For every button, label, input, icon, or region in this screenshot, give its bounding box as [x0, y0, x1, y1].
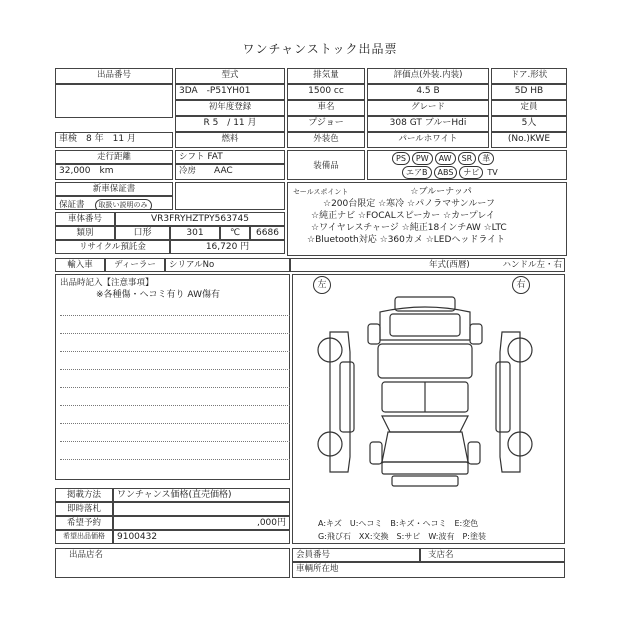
doors-label: ドア.形状: [491, 68, 567, 84]
first-reg-value: R 5 / 11 月: [175, 116, 285, 132]
starting-label: 希望出品価格: [55, 530, 113, 544]
notes-header: 出品時記入【注意事項】: [60, 278, 154, 288]
grade-value: 308 GT ブルーHdi: [367, 116, 489, 132]
selling-point-3: ☆純正ナビ ☆FOCALスピーカー ☆カープレイ: [311, 211, 495, 221]
shift-value: FAT: [207, 152, 223, 162]
equipment-list: [367, 150, 567, 180]
selling-points: [287, 182, 567, 256]
location-label: 車輌所在地: [292, 562, 565, 578]
aircon-label: 冷房: [179, 166, 197, 176]
selling-point-1: ☆ブルーナッパ: [410, 187, 472, 197]
selling-point-4: ☆ワイヤレスチャージ ☆純正18インチAW ☆LTC: [311, 223, 507, 233]
model-no-b: 301: [170, 226, 220, 240]
inspection: [55, 132, 173, 148]
dealer-label: ディーラー: [105, 258, 165, 272]
chassis-no-value: VR3FRYHZTPY563745: [115, 212, 285, 226]
car-name-value: プジョー: [287, 116, 365, 132]
notes-area: [55, 274, 290, 480]
equip-airbag: エアB: [402, 166, 432, 179]
color-code: (No.)KWE: [491, 132, 567, 148]
model-no-d: 6686: [250, 226, 285, 240]
car-name-label: 車名: [287, 100, 365, 116]
left-marker: 左: [313, 276, 331, 294]
new-car-warranty-label: 新車保証書: [55, 182, 173, 196]
equip-sr: SR: [458, 152, 477, 165]
lot-no-value: [55, 84, 173, 118]
equip-ps: PS: [392, 152, 410, 165]
manual-only-badge: 取扱い説明のみ: [95, 199, 152, 210]
equipment-label: 装備品: [287, 150, 365, 180]
page-title: ワンチャンストック出品票: [242, 42, 398, 56]
starting-value: 9100432: [113, 530, 290, 544]
note-line: [60, 423, 290, 424]
doors-value: 5D HB: [491, 84, 567, 100]
aircon: [175, 164, 285, 180]
selling-points-label: セールスポイント: [293, 188, 349, 196]
listing-method-value: ワンチャンス価格(直売価格): [113, 488, 290, 502]
note-line: [60, 405, 290, 406]
selling-point-5: ☆Bluetooth対応 ☆360カメ ☆LEDヘッドライト: [307, 235, 506, 245]
rating-value: 4.5 B: [367, 84, 489, 100]
chassis-no-label: 車体番号: [55, 212, 115, 226]
lot-no-label: 出品番号: [55, 68, 173, 84]
capacity-label: 定員: [491, 100, 567, 116]
damage-legend-1: A:キズ U:ヘコミ B:キズ・ヘコミ E:変色: [318, 519, 479, 528]
damage-legend-2: G:飛び石 XX:交換 S:サビ W:波有 P:塗装: [318, 532, 486, 541]
warranty-book: [55, 196, 173, 210]
equip-abs: ABS: [434, 166, 458, 179]
branch-label: 支店名: [428, 550, 454, 560]
equip-pw: PW: [412, 152, 433, 165]
inspection-value: 8 年 11 月: [86, 134, 136, 144]
inspection-label: 車検: [59, 134, 78, 144]
member-no-label: 会員番号: [292, 548, 420, 562]
reserve-label: 希望予約: [55, 516, 113, 530]
selling-point-2: ☆200台限定 ☆寒冷 ☆パノラマサンルーフ: [323, 199, 495, 209]
capacity-value: 5人: [491, 116, 567, 132]
color-label: 外装色: [287, 132, 365, 148]
notes-text: ※各種傷・ヘコミ有り AW傷有: [96, 289, 220, 300]
recycle-value: 16,720 円: [170, 240, 285, 254]
fuel-label: 燃料: [175, 132, 285, 148]
warranty-book-label: 保証書: [59, 200, 85, 210]
displacement-label: 排気量: [287, 68, 365, 84]
note-line: [60, 315, 290, 316]
note-line: [60, 459, 290, 460]
mileage-value: 32,000 km: [55, 164, 173, 180]
rating-label: 評価点(外装.内装): [367, 68, 489, 84]
shift: [175, 150, 285, 164]
listing-method-label: 掲載方法: [55, 488, 113, 502]
grade-label: グレード: [367, 100, 489, 116]
equip-leather: 革: [478, 152, 494, 165]
handle-label: ハンドル左・右: [502, 260, 562, 270]
equip-navi: ナビ: [459, 166, 483, 179]
serial-label: シリアルNo: [165, 258, 290, 272]
note-line: [60, 441, 290, 442]
reserve-value: ,000円: [113, 516, 290, 530]
model-no-label: 類別: [55, 226, 115, 240]
right-marker: 右: [512, 276, 530, 294]
store-name-label: 出品店名: [69, 550, 104, 560]
branch: [420, 548, 565, 562]
year-type-label: 年式(西暦): [429, 260, 470, 270]
first-reg-label: 初年度登録: [175, 100, 285, 116]
store-name-box: [55, 548, 290, 578]
displacement-value: 1500 cc: [287, 84, 365, 100]
recycle-label: リサイクル預託金: [55, 240, 170, 254]
note-line: [60, 387, 290, 388]
note-line: [60, 333, 290, 334]
buy-now-value: [113, 502, 290, 516]
model-no-a: 口形: [115, 226, 170, 240]
equip-aw: AW: [435, 152, 456, 165]
aircon-value: AAC: [214, 166, 233, 176]
model-label: 型式: [175, 68, 285, 84]
color-value: パールホワイト: [367, 132, 489, 148]
import-label: 輸入車: [55, 258, 105, 272]
blank-cell: [175, 182, 285, 210]
mileage-label: 走行距離: [55, 150, 173, 164]
buy-now-label: 即時落札: [55, 502, 113, 516]
shift-label: シフト: [179, 152, 205, 162]
note-line: [60, 369, 290, 370]
car-outline-diagram: [310, 292, 540, 512]
year-type: [290, 258, 565, 272]
note-line: [60, 351, 290, 352]
model-value: 3DA -P51YH01: [175, 84, 285, 100]
model-no-c: ℃: [220, 226, 250, 240]
equip-tv: TV: [487, 168, 498, 177]
